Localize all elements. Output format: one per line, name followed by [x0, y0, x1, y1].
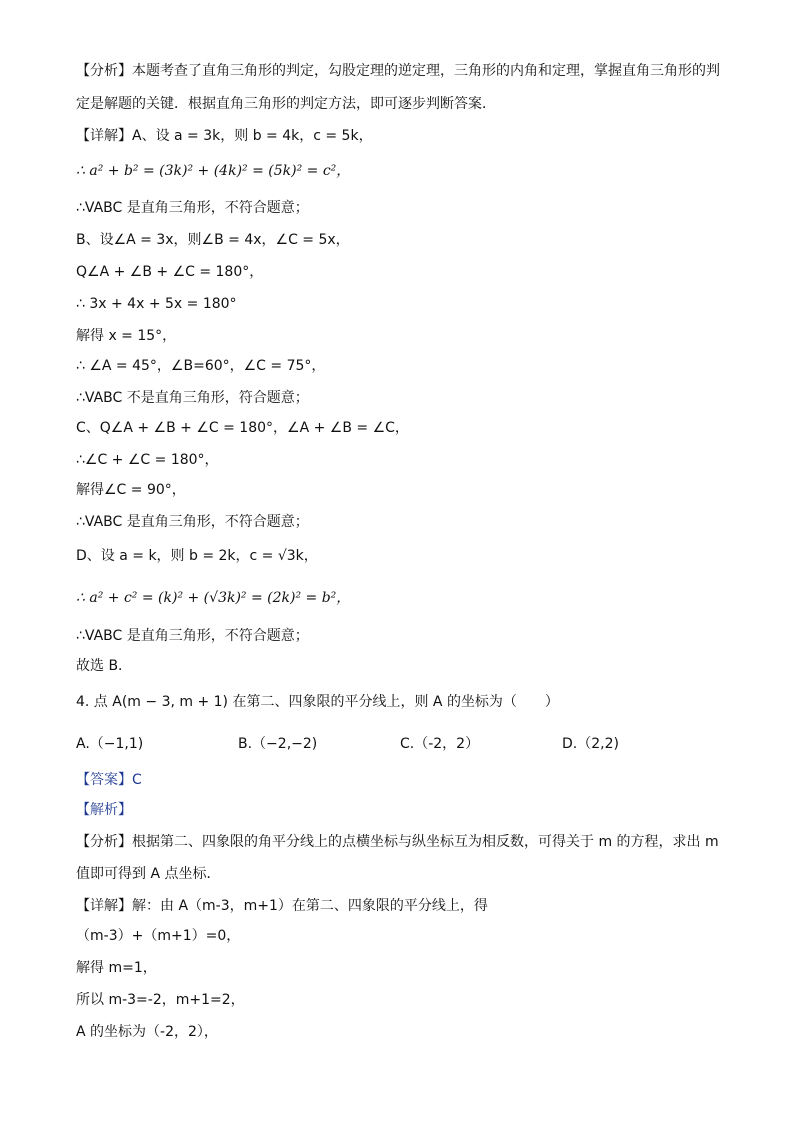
detail-line-8: ∴ ∠A = 45°，∠B=60°，∠C = 75°， [76, 358, 326, 374]
detail-line-4: B、设∠A = 3x，则∠B = 4x，∠C = 5x， [76, 232, 350, 248]
question-4-stem: 4. 点 A(m − 3, m + 1) 在第二、四象限的平分线上，则 A 的坐标为（ ） [76, 694, 559, 710]
option-b: B.（−2,−2) [238, 736, 318, 752]
analysis-line-1: 【分析】本题考查了直角三角形的判定，勾股定理的逆定理，三角形的内角和定理，掌握直角三角形的判 [76, 63, 720, 79]
option-a: A.（−1,1) [76, 736, 144, 752]
detail-line-10: C、Q∠A + ∠B + ∠C = 180°，∠A + ∠B = ∠C， [76, 420, 409, 436]
q4-detail-line-4: 所以 m-3=-2，m+1=2， [76, 992, 245, 1008]
q4-detail-line-5: A 的坐标为（-2，2）， [76, 1024, 218, 1040]
detail-line-12: 解得∠C = 90°， [76, 482, 186, 498]
jiexi-label: 【解析】 [76, 802, 132, 818]
detail-line-2: ∴ a² + b² = (3k)² + (4k)² = (5k)² = c²， [76, 163, 351, 179]
detail-line-11: ∴∠C + ∠C = 180°， [76, 452, 219, 468]
question-4-analysis: 【分析】根据第二、四象限的角平分线上的点横坐标与纵坐标互为相反数，可得关于 m 的方程，求出 m 值即可得到 A 点坐标． [76, 834, 719, 882]
detail-line-1: 【详解】A、设 a = 3k，则 b = 4k，c = 5k， [76, 128, 373, 144]
detail-line-5: Q∠A + ∠B + ∠C = 180°， [76, 264, 264, 280]
detail-line-15: ∴ a² + c² = (k)² + (√3k)² = (2k)² = b²， [76, 590, 351, 606]
detail-line-17: 故选 B． [76, 658, 133, 674]
q4-detail-line-1: 【详解】解：由 A（m-3，m+1）在第二、四象限的平分线上，得 [76, 898, 488, 914]
q4-detail-line-2: （m-3）+（m+1）=0， [76, 928, 241, 944]
detail-line-13: ∴VABC 是直角三角形，不符合题意； [76, 514, 309, 530]
option-c: C.（-2，2） [400, 736, 480, 752]
option-d: D.（2,2) [562, 736, 619, 752]
detail-line-9: ∴VABC 不是直角三角形，符合题意； [76, 390, 309, 406]
answer-label: 【答案】C [76, 772, 142, 788]
detail-line-7: 解得 x = 15°， [76, 328, 177, 344]
q4-detail-line-3: 解得 m=1， [76, 960, 157, 976]
detail-line-14: D、设 a = k，则 b = 2k，c = √3k， [76, 548, 318, 564]
detail-line-6: ∴ 3x + 4x + 5x = 180° [76, 296, 237, 312]
detail-line-3: ∴VABC 是直角三角形，不符合题意； [76, 200, 309, 216]
analysis-line-2: 定是解题的关键．根据直角三角形的判定方法，即可逐步判断答案． [76, 96, 496, 112]
detail-line-16: ∴VABC 是直角三角形，不符合题意； [76, 628, 309, 644]
